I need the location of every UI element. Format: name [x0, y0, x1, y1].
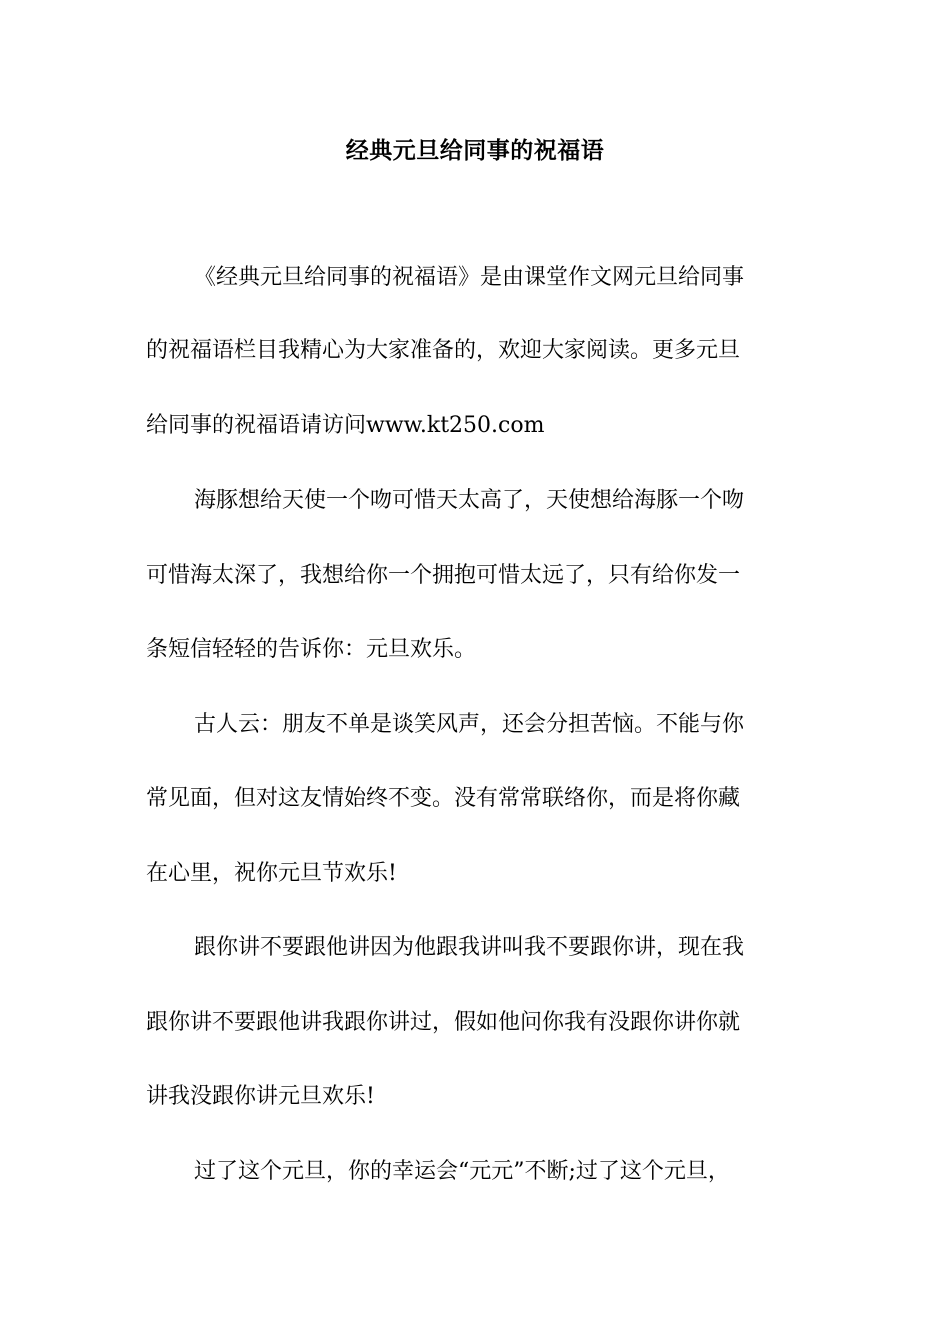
paragraph-line: 跟你讲不要跟他讲因为他跟我讲叫我不要跟你讲，现在我: [194, 935, 745, 960]
paragraph-line: 常见面，但对这友情始终不变。没有常常联络你，而是将你藏: [146, 786, 741, 811]
document-title: 经典元旦给同事的祝福语: [345, 137, 605, 164]
paragraph-line: 讲我没跟你讲元旦欢乐!: [146, 1084, 375, 1109]
paragraph-line: 可惜海太深了，我想给你一个拥抱可惜太远了，只有给你发一: [146, 563, 741, 588]
paragraph-line: 古人云：朋友不单是谈笑风声，还会分担苦恼。不能与你: [194, 712, 745, 737]
paragraph-line: 在心里，祝你元旦节欢乐!: [146, 861, 397, 886]
paragraph-line: 的祝福语栏目我精心为大家准备的，欢迎大家阅读。更多元旦: [146, 338, 741, 363]
paragraph-line: 条短信轻轻的告诉你：元旦欢乐。: [146, 637, 477, 662]
paragraph-line: 过了这个元旦，你的幸运会“元元”不断;过了这个元旦，: [194, 1159, 730, 1184]
paragraph-line: 海豚想给天使一个吻可惜天太高了，天使想给海豚一个吻: [194, 488, 745, 513]
paragraph-line: 跟你讲不要跟他讲我跟你讲过，假如他问你我有没跟你讲你就: [146, 1010, 741, 1035]
paragraph-line: 给同事的祝福语请访问www.kt250.com: [146, 413, 545, 438]
paragraph-line: 《经典元旦给同事的祝福语》是由课堂作文网元旦给同事: [194, 265, 745, 290]
